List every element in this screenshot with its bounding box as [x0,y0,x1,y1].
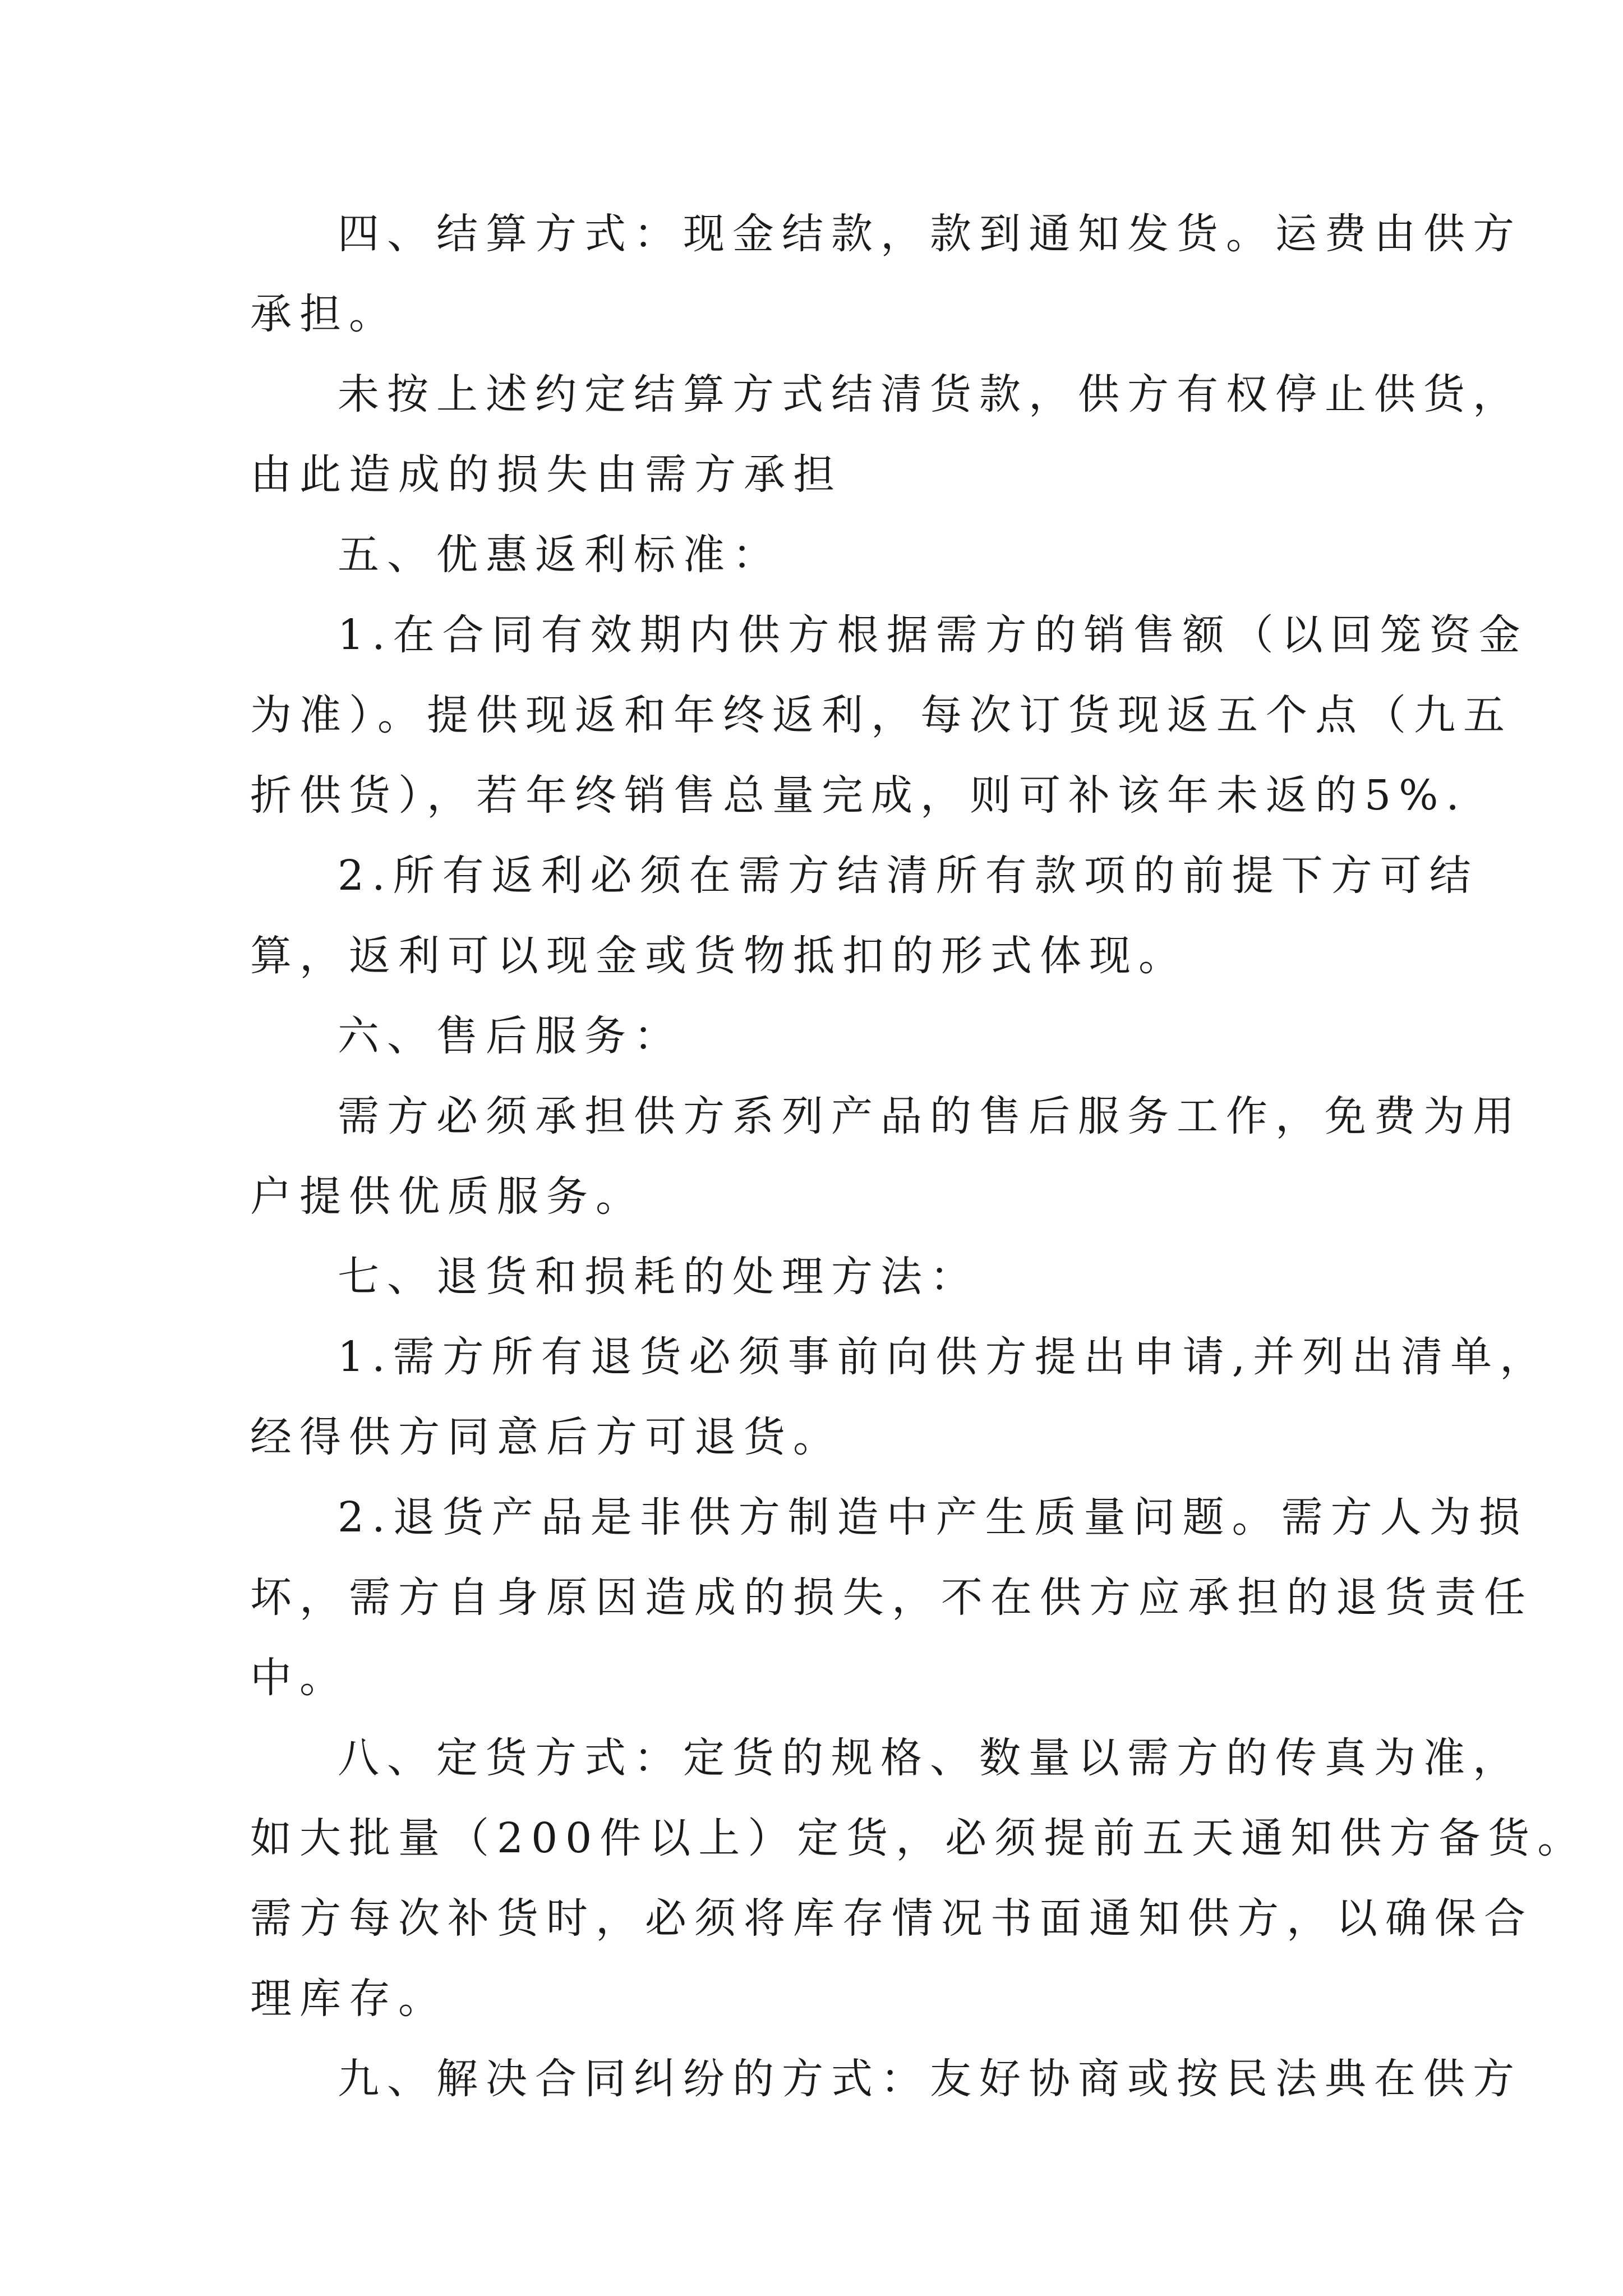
section-4-line-2: 承担。 [250,290,398,338]
section-9-line-1: 九、解决合同纠纷的方式：友好协商或按民法典在供方 [338,2055,1522,2103]
section-7-heading: 七、退货和损耗的处理方法： [338,1253,979,1301]
section-6-body-line-2: 户提供优质服务。 [250,1172,645,1221]
section-8-line-4: 理库存。 [250,1975,448,2023]
section-4-heading: 四、结算方式：现金结款，款到通知发货。运费由供方 [338,210,1522,258]
section-6-body-line-1: 需方必须承担供方系列产品的售后服务工作，免费为用 [338,1092,1522,1140]
section-5-item-2-line-1: 2.所有返利必须在需方结清所有款项的前提下方可结 [338,852,1479,900]
section-7-item-1-line-1: 1.需方所有退货必须事前向供方提出申请,并列出清单， [338,1333,1550,1381]
section-7-item-2-line-2: 坏，需方自身原因造成的损失，不在供方应承担的退货责任 [250,1573,1533,1622]
section-7-item-1-line-2: 经得供方同意后方可退货。 [250,1413,842,1461]
section-5-heading: 五、优惠返利标准： [338,531,782,579]
section-7-item-2-line-3: 中。 [250,1654,349,1702]
section-4-paragraph-2-line-1: 未按上述约定结算方式结清货款，供方有权停止供货， [338,370,1522,418]
section-5-item-1-line-1: 1.在合同有效期内供方根据需方的销售额（以回笼资金 [338,611,1528,659]
section-5-item-2-line-2: 算，返利可以现金或货物抵扣的形式体现。 [250,932,1188,980]
section-5-item-1-line-3: 折供货），若年终销售总量完成，则可补该年未返的5%. [250,771,1467,820]
section-8-line-1: 八、定货方式：定货的规格、数量以需方的传真为准， [338,1734,1522,1782]
section-8-line-3: 需方每次补货时，必须将库存情况书面通知供方，以确保合 [250,1894,1533,1943]
section-8-line-2: 如大批量（200件以上）定货，必须提前五天通知供方备货。 [250,1814,1587,1862]
section-4-paragraph-2-line-2: 由此造成的损失由需方承担 [250,450,842,499]
section-7-item-2-line-1: 2.退货产品是非供方制造中产生质量问题。需方人为损 [338,1493,1528,1542]
section-6-heading: 六、售后服务： [338,1012,683,1060]
section-5-item-1-line-2: 为准）。提供现返和年终返利，每次订货现返五个点（九五 [250,691,1513,739]
